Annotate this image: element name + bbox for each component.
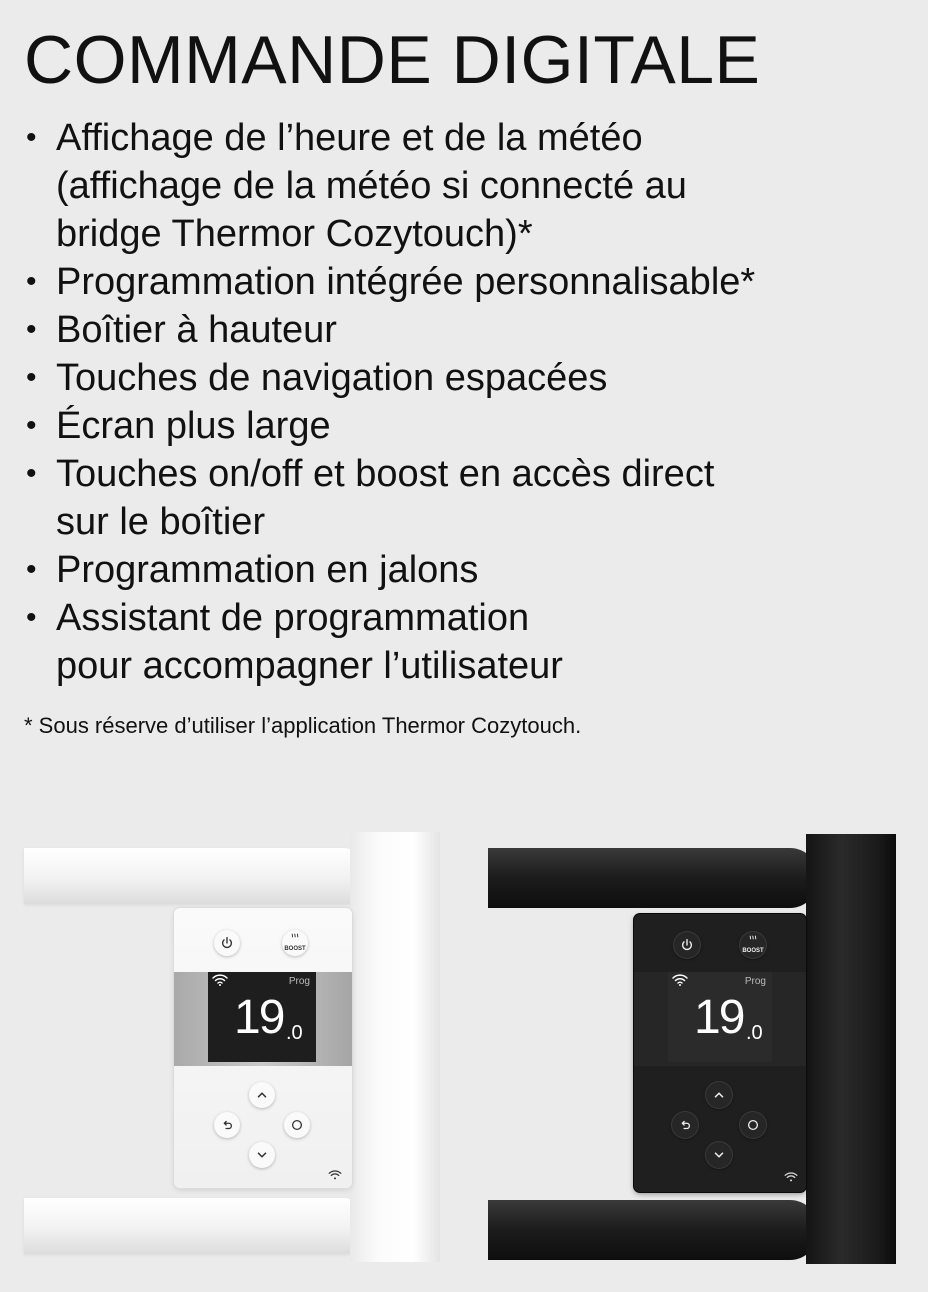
chevron-down-icon	[712, 1148, 726, 1162]
feature-line: Assistant de programmation	[56, 597, 530, 639]
display-screen	[668, 972, 772, 1062]
back-arrow-icon	[220, 1118, 234, 1132]
white-radiator-photo	[24, 832, 440, 1262]
temperature-decimal: .0	[746, 1022, 763, 1044]
feature-item	[24, 306, 904, 354]
wifi-icon	[328, 1170, 342, 1180]
bullet: •	[26, 553, 37, 586]
ok-button[interactable]	[284, 1112, 310, 1138]
feature-item	[24, 354, 904, 402]
feature-item	[24, 258, 904, 306]
ok-button[interactable]	[740, 1112, 766, 1138]
bullet: •	[26, 457, 37, 490]
towel-bar-top	[24, 848, 369, 904]
circle-ok-icon	[746, 1118, 760, 1132]
feature-item	[24, 402, 904, 450]
feature-line: Boîtier à hauteur	[56, 309, 337, 351]
towel-bar-bottom	[488, 1200, 818, 1260]
digital-controller	[174, 908, 352, 1188]
radiator-column	[806, 834, 896, 1264]
feature-line: Programmation en jalons	[56, 549, 479, 591]
chevron-up-icon	[255, 1088, 269, 1102]
chevron-down-icon	[255, 1148, 269, 1162]
back-button[interactable]	[214, 1112, 240, 1138]
wifi-icon	[672, 974, 688, 986]
power-button[interactable]	[674, 932, 700, 958]
towel-bar-bottom	[24, 1198, 369, 1254]
radiator-column	[350, 832, 440, 1262]
boost-label: BOOST	[742, 948, 764, 954]
circle-ok-icon	[290, 1118, 304, 1132]
footnote: * Sous réserve d’utiliser l’application Thermor Cozytouch.	[24, 713, 582, 738]
prog-label: Prog	[288, 976, 310, 987]
page-title: COMMANDE DIGITALE	[24, 22, 761, 98]
feature-line: pour accompagner l’utilisateur	[56, 645, 563, 687]
boost-button[interactable]	[740, 932, 766, 958]
down-button[interactable]	[249, 1142, 275, 1168]
power-button[interactable]	[214, 930, 240, 956]
boost-button[interactable]	[282, 930, 308, 956]
up-button[interactable]	[706, 1082, 732, 1108]
prog-label: Prog	[744, 976, 766, 987]
feature-line: bridge Thermor Cozytouch)*	[56, 213, 533, 255]
feature-item	[24, 546, 904, 594]
screen-band	[174, 972, 352, 1066]
feature-item	[24, 594, 904, 690]
feature-line: sur le boîtier	[56, 501, 266, 543]
back-button[interactable]	[672, 1112, 698, 1138]
black-radiator-photo	[488, 834, 896, 1264]
power-icon	[680, 938, 694, 952]
chevron-up-icon	[712, 1088, 726, 1102]
bullet: •	[26, 361, 37, 394]
wifi-icon	[212, 974, 228, 986]
temperature-decimal: .0	[286, 1022, 303, 1044]
feature-line: (affichage de la météo si connecté au	[56, 165, 687, 207]
feature-item	[24, 114, 904, 258]
display-screen	[208, 972, 316, 1062]
feature-list	[24, 114, 904, 690]
heat-waves-icon	[746, 934, 760, 948]
back-arrow-icon	[678, 1118, 692, 1132]
bullet: •	[26, 265, 37, 298]
towel-bar-top	[488, 848, 818, 908]
down-button[interactable]	[706, 1142, 732, 1168]
heat-waves-icon	[288, 932, 302, 946]
boost-label: BOOST	[284, 946, 306, 952]
bullet: •	[26, 601, 37, 634]
bullet: •	[26, 121, 37, 154]
up-button[interactable]	[249, 1082, 275, 1108]
bullet: •	[26, 313, 37, 346]
feature-line: Touches de navigation espacées	[56, 357, 608, 399]
digital-controller	[634, 914, 806, 1192]
wifi-icon	[784, 1172, 798, 1182]
feature-line: Programmation intégrée personnalisable*	[56, 261, 756, 303]
screen-band	[634, 972, 806, 1066]
feature-item	[24, 450, 904, 546]
feature-line: Écran plus large	[56, 405, 331, 447]
feature-line: Affichage de l’heure et de la météo	[56, 117, 643, 159]
power-icon	[220, 936, 234, 950]
bullet: •	[26, 409, 37, 442]
feature-line: Touches on/off et boost en accès direct	[56, 453, 715, 495]
temperature-value: 19	[234, 991, 284, 1044]
temperature-value: 19	[694, 991, 744, 1044]
